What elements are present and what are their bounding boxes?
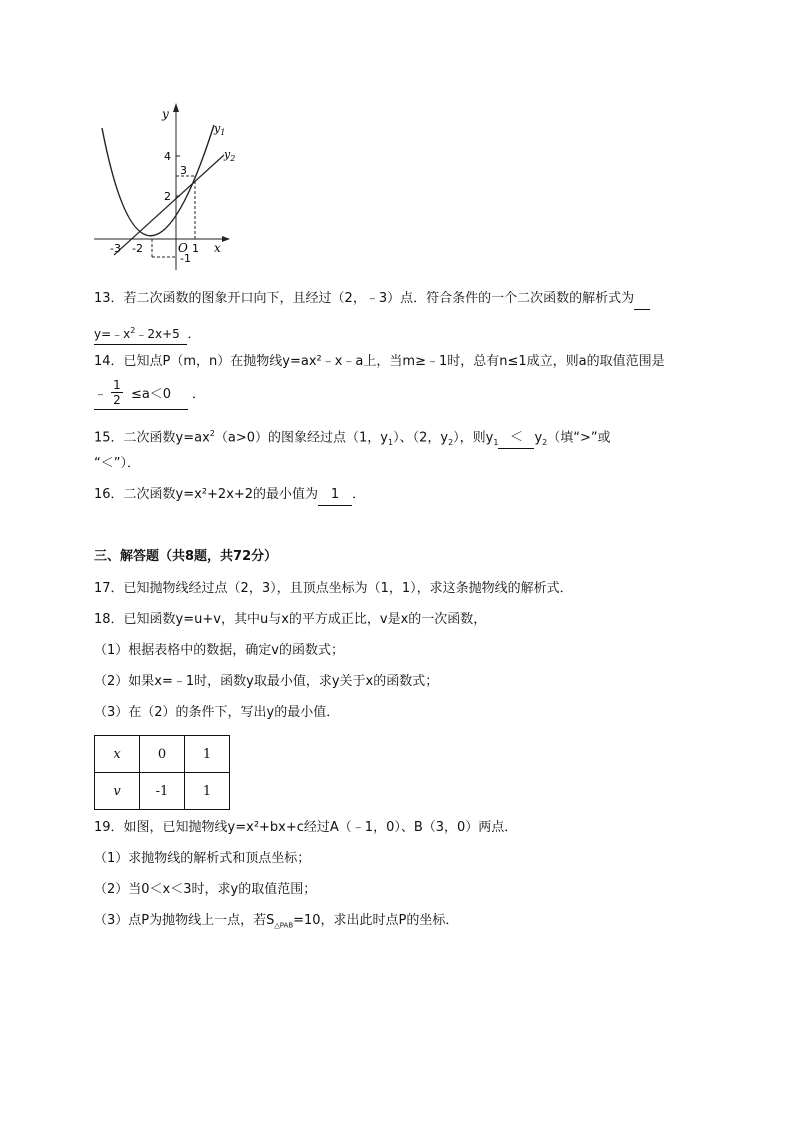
question-19-part-1: （1）求抛物线的解析式和顶点坐标； [94,851,311,866]
table-cell: x [95,736,140,773]
answer-14-sign: ﹣ [94,387,108,402]
question-19-part-2: （2）当0＜x＜3时，求y的取值范围； [94,882,317,897]
answer-15: ＜ [498,428,534,449]
values-table [94,735,230,810]
origin-label: O [178,241,188,255]
tick-label-y: 2 [164,190,171,203]
answer-14-tail: ≤a＜0 [130,387,172,402]
table-row [95,736,230,773]
tick-label-y: -1 [180,252,191,265]
question-14-answer-line: ﹣ $\frac{1}{2}$ ≤a＜0 ． [94,378,205,414]
tick-label-y: 3 [180,164,187,177]
tick-label-x: -2 [132,242,143,255]
question-14 [94,352,665,372]
table-row [95,773,230,810]
parabola-y1 [102,125,214,236]
table-cell: 1 [185,773,230,810]
question-18-part-3: （3）在（2）的条件下，写出y的最小值． [94,705,340,720]
question-16: 16．二次函数y=x²+2x+2的最小值为 1 ． [94,485,365,506]
question-18-part-1: （1）根据表格中的数据，确定v的函数式； [94,643,344,658]
x-axis-arrow [222,236,230,242]
question-13-text: 13．若二次函数的图象开口向下，且经过（2，﹣3）点．符合条件的一个二次函数的解析式为 [94,291,635,306]
x-axis-label: x [214,241,221,255]
curve-y1-label: $y_1$ [214,122,226,137]
question-17: 17．已知抛物线经过点（2，3），且顶点坐标为（1，1），求这条抛物线的解析式． [94,581,573,596]
section-3-heading: 三、解答题（共8题，共72分） [94,549,278,564]
table-cell: 0 [140,736,185,773]
answer-13-post: ﹣2x+5 [135,327,180,341]
table-cell: 1 [185,736,230,773]
question-19-part-3: （3）点P为抛物线上一点，若$S_{\triangle PAB}=10$，求出此时点P的坐标． [94,913,459,930]
tick-label-y: 4 [164,150,171,163]
function-graph [92,100,242,275]
line-y2 [114,155,224,255]
question-18: 18．已知函数y=u+v，其中u与x的平方成正比，v是x的一次函数， [94,612,487,627]
question-14-text: 14．已知点P（m，n）在抛物线y=ax²﹣x﹣a上，当m≥﹣1时，总有n≤1成立，则a的取值范围是 [94,354,665,369]
question-19: 19．如图，已知抛物线y=x²+bx+c经过A（﹣1，0）、B（3，0）两点． [94,820,518,835]
table-cell: v [95,773,140,810]
question-18-part-2: （2）如果x=﹣1时，函数y取最小值，求y关于x的函数式； [94,674,439,689]
question-15-line2: “＜”）． [94,456,140,471]
question-15: 15．二次函数$y=ax^2(a>0)$的图象经过点（1，$y_1$）、（2，$y_2$），则$y_1 < y_2$（填“>”或 [94,424,611,453]
y-axis-label: y [162,107,169,121]
table-cell: -1 [140,773,185,810]
question-13 [94,289,650,310]
answer-14-fraction: $\frac{1}{2}$ [113,378,121,407]
question-13-answer-line: $y=﹣x^2﹣2x+5$ ． [94,321,200,345]
tick-label-x: -3 [110,242,121,255]
answer-16: 1 [318,485,352,506]
curve-y2-label: $y_2$ [224,148,236,163]
answer-13-pre: y=﹣x [94,327,131,341]
tick-label-x: 1 [192,242,199,255]
y-axis-arrow [173,103,179,112]
